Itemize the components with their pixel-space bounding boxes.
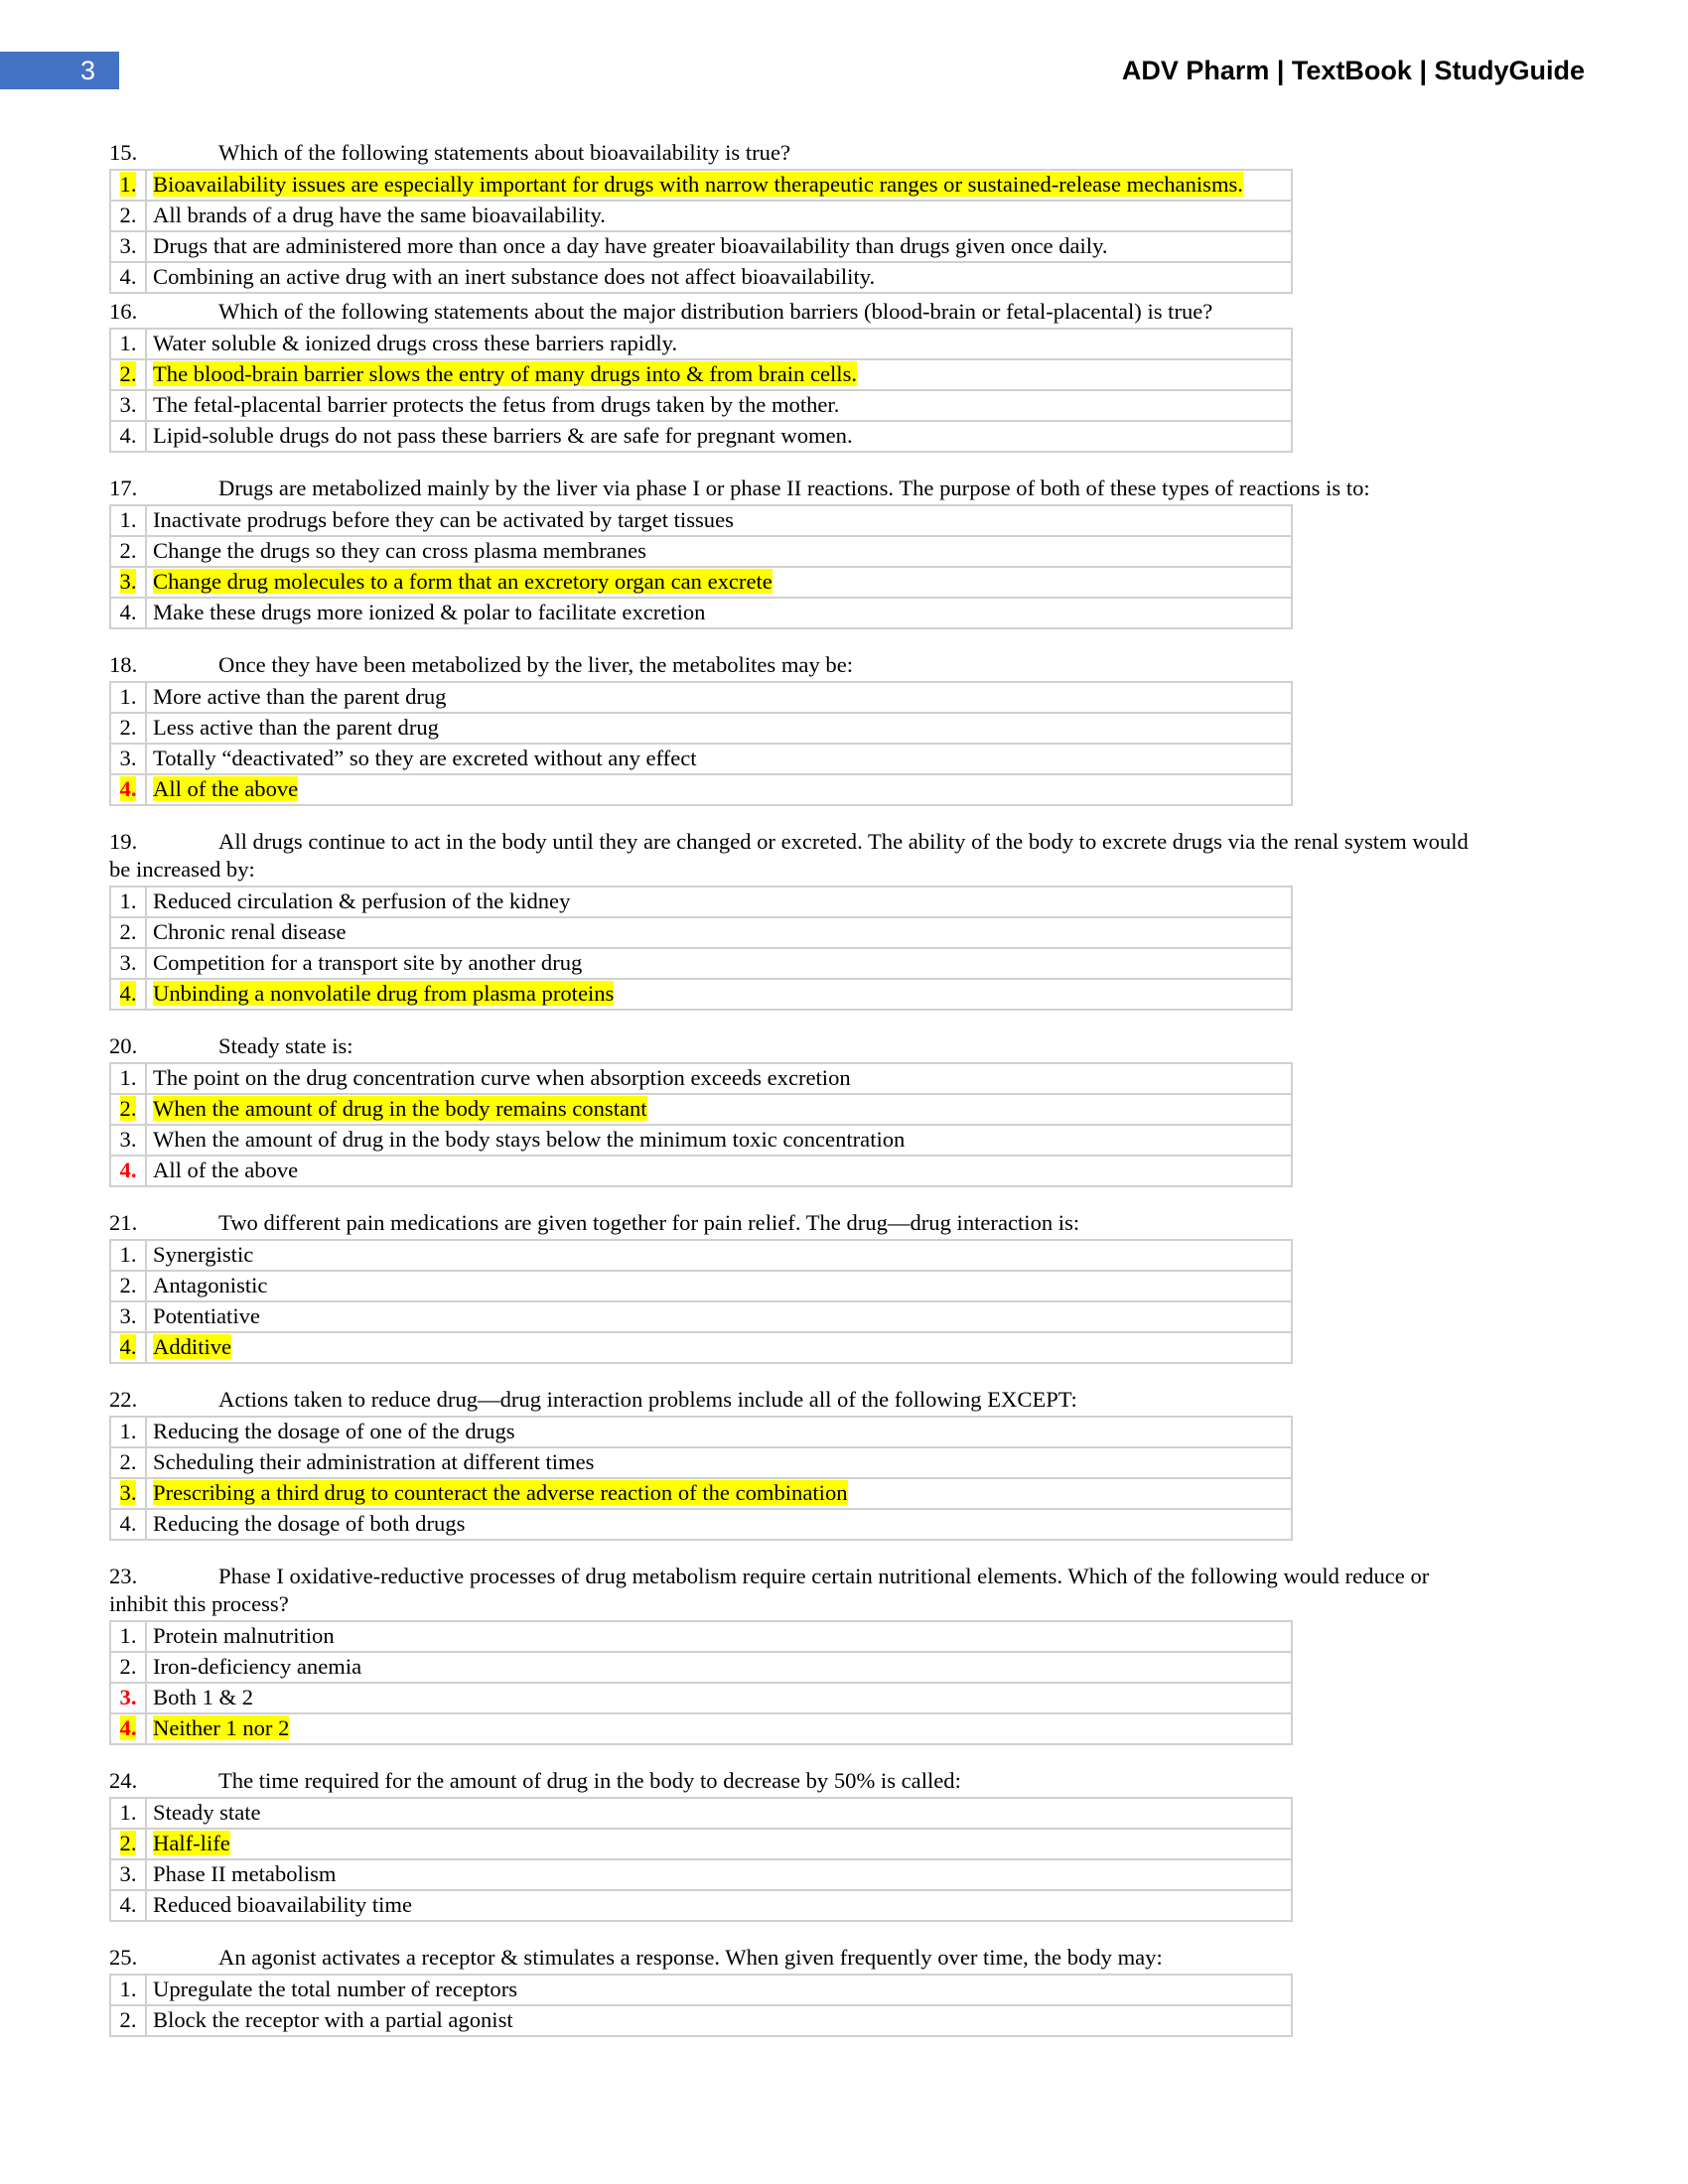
option-number: 3. (119, 1303, 137, 1328)
option-row (110, 1447, 1292, 1478)
option-text-answer: The blood-brain barrier slows the entry of many drugs into & from brain cells. (153, 361, 858, 386)
option-number: 3. (119, 1861, 137, 1886)
question-block (109, 651, 1609, 806)
option-row (110, 1859, 1292, 1890)
option-number: 2. (119, 361, 137, 386)
option-text-answer: Additive (153, 1334, 232, 1359)
option-text: Both 1 & 2 (153, 1685, 254, 1709)
option-text: The point on the drug concentration curve when absorption exceeds excretion (153, 1065, 851, 1090)
option-text: Drugs that are administered more than once a day have greater bioavailability than drugs given once daily. (153, 233, 1108, 258)
option-number: 2. (119, 715, 137, 740)
option-text-answer: Unbinding a nonvolatile drug from plasma proteins (153, 981, 615, 1006)
option-number: 4. (119, 776, 137, 801)
option-number: 2. (119, 1831, 137, 1855)
question-number: 18. (109, 652, 138, 677)
question-list (109, 139, 1609, 2059)
option-row (110, 1332, 1292, 1363)
option-text-answer: Change drug molecules to a form that an excretory organ can excrete (153, 569, 773, 594)
question-text: Drugs are metabolized mainly by the liver via phase I or phase II reactions. The purpose of both of these types of reactions is to: (218, 476, 1370, 500)
option-row (110, 567, 1292, 598)
question-number: 19. (109, 829, 138, 854)
question-stem (109, 1767, 1609, 1795)
option-row (110, 1156, 1292, 1186)
question-stem (109, 1386, 1609, 1414)
option-row (110, 774, 1292, 805)
question-block (109, 828, 1609, 1011)
option-number: 4. (119, 1511, 137, 1536)
option-row (110, 682, 1292, 713)
option-number: 4. (119, 981, 137, 1006)
question-number: 24. (109, 1768, 138, 1793)
option-number: 1. (119, 1977, 137, 2001)
question-block (109, 139, 1609, 294)
option-row (110, 1829, 1292, 1859)
option-text: Block the receptor with a partial agonist (153, 2007, 513, 2032)
option-text: Upregulate the total number of receptors (153, 1977, 518, 2001)
option-row (110, 1975, 1292, 2005)
option-text: Change the drugs so they can cross plasma membranes (153, 538, 646, 563)
option-row (110, 1683, 1292, 1713)
option-row (110, 1240, 1292, 1271)
question-block (109, 1767, 1609, 1922)
option-row (110, 1094, 1292, 1125)
question-block (109, 1563, 1609, 1745)
option-number: 4. (119, 600, 137, 624)
option-text: Antagonistic (153, 1273, 268, 1297)
question-number: 17. (109, 476, 138, 500)
option-row (110, 536, 1292, 567)
option-row (110, 744, 1292, 774)
question-text: Actions taken to reduce drug—drug interaction problems include all of the following EXCEPT: (218, 1387, 1077, 1412)
option-row (110, 887, 1292, 917)
option-number: 2. (119, 1654, 137, 1679)
question-text-continued: be increased by: (109, 857, 255, 882)
option-text: All of the above (153, 1158, 299, 1182)
option-text: When the amount of drug in the body stays below the minimum toxic concentration (153, 1127, 906, 1152)
question-number: 15. (109, 140, 138, 165)
options-table (109, 169, 1293, 294)
option-row (110, 505, 1292, 536)
question-text: Two different pain medications are given together for pain relief. The drug—drug interaction is: (218, 1210, 1080, 1235)
option-text-answer: Half-life (153, 1831, 230, 1855)
option-text: Phase II metabolism (153, 1861, 337, 1886)
options-table (109, 886, 1293, 1011)
question-block (109, 298, 1609, 453)
option-text: All brands of a drug have the same bioavailability. (153, 203, 606, 227)
question-number: 25. (109, 1945, 138, 1970)
question-block (109, 1944, 1609, 2037)
option-text: Potentiative (153, 1303, 260, 1328)
question-block (109, 1032, 1609, 1187)
option-row (110, 359, 1292, 390)
option-text: Less active than the parent drug (153, 715, 439, 740)
question-stem (109, 1563, 1609, 1618)
question-text: Phase I oxidative-reductive processes of drug metabolism require certain nutritional elements. Which of the following would reduce or (218, 1564, 1430, 1588)
option-row (110, 917, 1292, 948)
options-table (109, 504, 1293, 629)
option-row (110, 713, 1292, 744)
option-text-answer: Prescribing a third drug to counteract the adverse reaction of the combination (153, 1480, 848, 1505)
question-stem (109, 139, 1609, 167)
option-number: 1. (119, 684, 137, 709)
option-number: 3. (119, 1480, 137, 1505)
option-text: Lipid-soluble drugs do not pass these barriers & are safe for pregnant women. (153, 423, 853, 448)
option-row (110, 598, 1292, 628)
question-text: Once they have been metabolized by the liver, the metabolites may be: (218, 652, 854, 677)
option-text: Reduced bioavailability time (153, 1892, 413, 1917)
option-number: 3. (119, 746, 137, 770)
option-text: Iron-deficiency anemia (153, 1654, 362, 1679)
option-row (110, 979, 1292, 1010)
option-number: 1. (119, 1623, 137, 1648)
option-text: Scheduling their administration at different times (153, 1449, 595, 1474)
option-number: 3. (119, 392, 137, 417)
option-text: Steady state (153, 1800, 261, 1825)
option-number: 4. (119, 1715, 137, 1740)
option-number: 3. (119, 950, 137, 975)
options-table (109, 1797, 1293, 1922)
option-number: 2. (119, 1449, 137, 1474)
option-row (110, 1713, 1292, 1744)
option-number: 4. (119, 1892, 137, 1917)
question-number: 23. (109, 1564, 138, 1588)
option-row (110, 2005, 1292, 2036)
option-text: Totally “deactivated” so they are excreted without any effect (153, 746, 697, 770)
question-number: 21. (109, 1210, 138, 1235)
option-number: 2. (119, 919, 137, 944)
option-row (110, 329, 1292, 359)
option-number: 1. (119, 1242, 137, 1267)
option-text: Reducing the dosage of one of the drugs (153, 1419, 515, 1443)
option-number: 1. (119, 888, 137, 913)
option-text: Water soluble & ionized drugs cross these barriers rapidly. (153, 331, 678, 355)
question-stem (109, 298, 1609, 326)
question-number: 20. (109, 1033, 138, 1058)
question-text: Which of the following statements about the major distribution barriers (blood-brain or fetal-placental) is true? (218, 299, 1213, 324)
option-text: Protein malnutrition (153, 1623, 335, 1648)
option-number: 1. (119, 1065, 137, 1090)
option-number: 2. (119, 1273, 137, 1297)
option-row (110, 1271, 1292, 1301)
options-table (109, 1062, 1293, 1187)
option-text: Reducing the dosage of both drugs (153, 1511, 466, 1536)
option-text: Reduced circulation & perfusion of the kidney (153, 888, 571, 913)
question-text: Steady state is: (218, 1033, 353, 1058)
question-text: All drugs continue to act in the body until they are changed or excreted. The ability of the body to excrete drugs via the renal system would (218, 829, 1469, 854)
option-number: 4. (119, 1158, 137, 1182)
options-table (109, 328, 1293, 453)
question-stem (109, 1944, 1609, 1972)
option-text: Chronic renal disease (153, 919, 347, 944)
question-stem (109, 1209, 1609, 1237)
option-row (110, 170, 1292, 201)
question-stem (109, 475, 1609, 502)
question-number: 16. (109, 299, 138, 324)
option-row (110, 1125, 1292, 1156)
option-row (110, 1063, 1292, 1094)
option-text: The fetal-placental barrier protects the fetus from drugs taken by the mother. (153, 392, 840, 417)
options-table (109, 1416, 1293, 1541)
option-text: Synergistic (153, 1242, 254, 1267)
option-row (110, 1890, 1292, 1921)
option-number: 1. (119, 1419, 137, 1443)
option-number: 2. (119, 1096, 137, 1121)
page-number-badge: 3 (0, 52, 119, 89)
option-text-answer: When the amount of drug in the body remains constant (153, 1096, 647, 1121)
question-number: 22. (109, 1387, 138, 1412)
option-text-answer: All of the above (153, 776, 299, 801)
option-row (110, 1417, 1292, 1447)
question-block (109, 475, 1609, 629)
option-number: 4. (119, 264, 137, 289)
option-number: 3. (119, 233, 137, 258)
option-row (110, 201, 1292, 231)
option-number: 3. (119, 1685, 137, 1709)
option-text: Inactivate prodrugs before they can be activated by target tissues (153, 507, 734, 532)
option-row (110, 1478, 1292, 1509)
option-text: More active than the parent drug (153, 684, 447, 709)
option-row (110, 390, 1292, 421)
option-number: 2. (119, 203, 137, 227)
option-text-answer: Bioavailability issues are especially important for drugs with narrow therapeutic ranges or sustained-release mechanisms. (153, 172, 1243, 197)
option-text-answer: Neither 1 nor 2 (153, 1715, 290, 1740)
option-number: 1. (119, 172, 137, 197)
option-text: Make these drugs more ionized & polar to facilitate excretion (153, 600, 706, 624)
option-row (110, 1301, 1292, 1332)
option-number: 3. (119, 1127, 137, 1152)
question-stem (109, 1032, 1609, 1060)
option-number: 4. (119, 1334, 137, 1359)
option-number: 4. (119, 423, 137, 448)
question-text: The time required for the amount of drug in the body to decrease by 50% is called: (218, 1768, 961, 1793)
option-row (110, 231, 1292, 262)
options-table (109, 1974, 1293, 2037)
question-text-continued: inhibit this process? (109, 1591, 289, 1616)
option-row (110, 1798, 1292, 1829)
question-block (109, 1386, 1609, 1541)
option-number: 1. (119, 1800, 137, 1825)
options-table (109, 1620, 1293, 1745)
question-stem (109, 828, 1609, 884)
option-row (110, 262, 1292, 293)
question-stem (109, 651, 1609, 679)
question-text: An agonist activates a receptor & stimulates a response. When given frequently over time, the body may: (218, 1945, 1163, 1970)
option-row (110, 948, 1292, 979)
option-text: Combining an active drug with an inert substance does not affect bioavailability. (153, 264, 876, 289)
option-row (110, 1509, 1292, 1540)
option-number: 1. (119, 507, 137, 532)
question-block (109, 1209, 1609, 1364)
option-row (110, 1621, 1292, 1652)
options-table (109, 681, 1293, 806)
option-row (110, 421, 1292, 452)
option-number: 3. (119, 569, 137, 594)
question-text: Which of the following statements about bioavailability is true? (218, 140, 790, 165)
option-number: 1. (119, 331, 137, 355)
running-title: ADV Pharm | TextBook | StudyGuide (1121, 56, 1585, 85)
option-number: 2. (119, 2007, 137, 2032)
option-row (110, 1652, 1292, 1683)
options-table (109, 1239, 1293, 1364)
option-number: 2. (119, 538, 137, 563)
option-text: Competition for a transport site by another drug (153, 950, 583, 975)
